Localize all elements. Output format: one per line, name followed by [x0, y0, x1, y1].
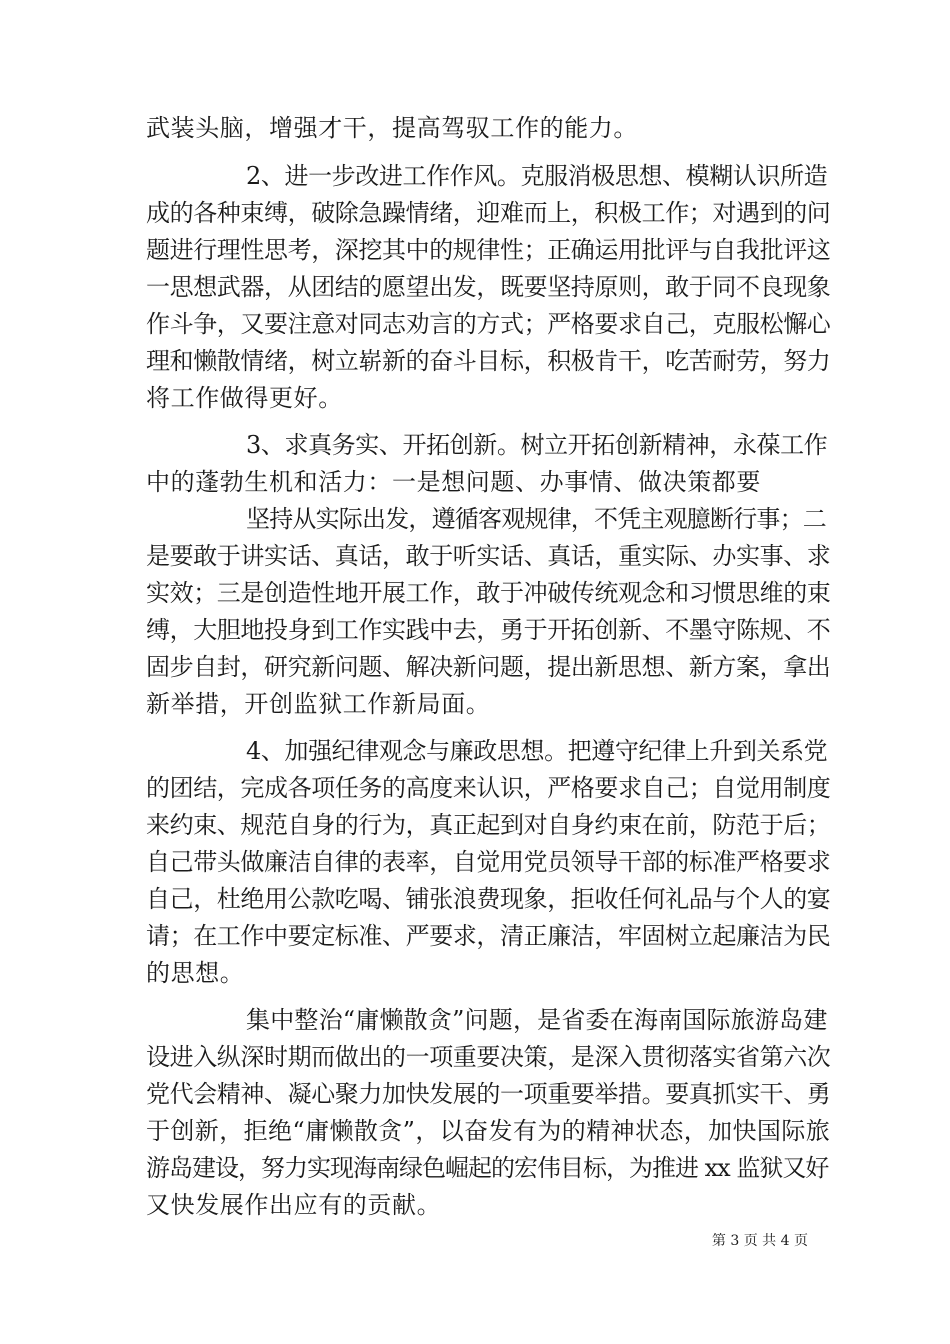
text-line: 3、求真务实、开拓创新。树立开拓创新精神，永葆工作	[246, 431, 828, 459]
text-line: 的思想。	[146, 959, 245, 987]
text-line: 来约束、规范自身的行为，真正起到对自身约束在前，防范于后；	[146, 811, 831, 839]
text-line: 新举措，开创监狱工作新局面。	[146, 690, 491, 718]
text-line: 又快发展作出应有的贡献。	[146, 1191, 442, 1219]
page-number: 第 3 页 共 4 页	[711, 1233, 808, 1249]
text-line: 固步自封，研究新问题、解决新问题，提出新思想、新方案，拿出	[146, 653, 831, 681]
text-line: 设进入纵深时期而做出的一项重要决策，是深入贯彻落实省第六次	[146, 1043, 831, 1071]
text-line: 游岛建设，努力实现海南绿色崛起的宏伟目标，为推进 xx 监狱又好	[146, 1154, 829, 1182]
text-line: 自己，杜绝用公款吃喝、铺张浪费现象，拒收任何礼品与个人的宴	[146, 885, 831, 913]
text-line: 党代会精神、凝心聚力加快发展的一项重要举措。要真抓实干、勇	[146, 1080, 831, 1108]
text-line: 缚，大胆地投身到工作实践中去，勇于开拓创新、不墨守陈规、不	[146, 616, 831, 644]
text-line: 4、加强纪律观念与廉政思想。把遵守纪律上升到关系党	[246, 737, 828, 765]
text-line: 武装头脑，增强才干，提高驾驭工作的能力。	[146, 114, 638, 142]
text-line: 将工作做得更好。	[146, 384, 343, 412]
text-line: 一思想武器，从团结的愿望出发，既要坚持原则，敢于同不良现象	[146, 273, 831, 301]
text-line: 实效；三是创造性地开展工作，敢于冲破传统观念和习惯思维的束	[146, 579, 831, 607]
text-line: 请；在工作中要定标准、严要求，清正廉洁，牢固树立起廉洁为民	[146, 922, 831, 950]
text-line: 成的各种束缚，破除急躁情绪，迎难而上，积极工作；对遇到的问	[146, 199, 831, 227]
text-line: 作斗争，又要注意对同志劝言的方式；严格要求自己，克服松懈心	[146, 310, 831, 338]
text-line: 题进行理性思考，深挖其中的规律性；正确运用批评与自我批评这	[146, 236, 831, 264]
text-line: 2、进一步改进工作作风。克服消极思想、模糊认识所造	[246, 162, 828, 190]
text-line: 中的蓬勃生机和活力：一是想问题、办事情、做决策都要	[146, 468, 761, 496]
text-line: 坚持从实际出发，遵循客观规律，不凭主观臆断行事；二	[246, 505, 826, 533]
text-line: 于创新，拒绝“庸懒散贪”，以奋发有为的精神状态，加快国际旅	[146, 1117, 831, 1145]
text-line: 理和懒散情绪，树立崭新的奋斗目标，积极肯干，吃苦耐劳，努力	[146, 347, 831, 375]
text-line: 的团结，完成各项任务的高度来认识，严格要求自己；自觉用制度	[146, 774, 831, 802]
text-line: 集中整治“庸懒散贪”问题，是省委在海南国际旅游岛建	[246, 1006, 828, 1034]
text-line: 是要敢于讲实话、真话，敢于听实话、真话，重实际、办实事、求	[146, 542, 831, 570]
text-line: 自己带头做廉洁自律的表率，自觉用党员领导干部的标准严格要求	[146, 848, 831, 876]
